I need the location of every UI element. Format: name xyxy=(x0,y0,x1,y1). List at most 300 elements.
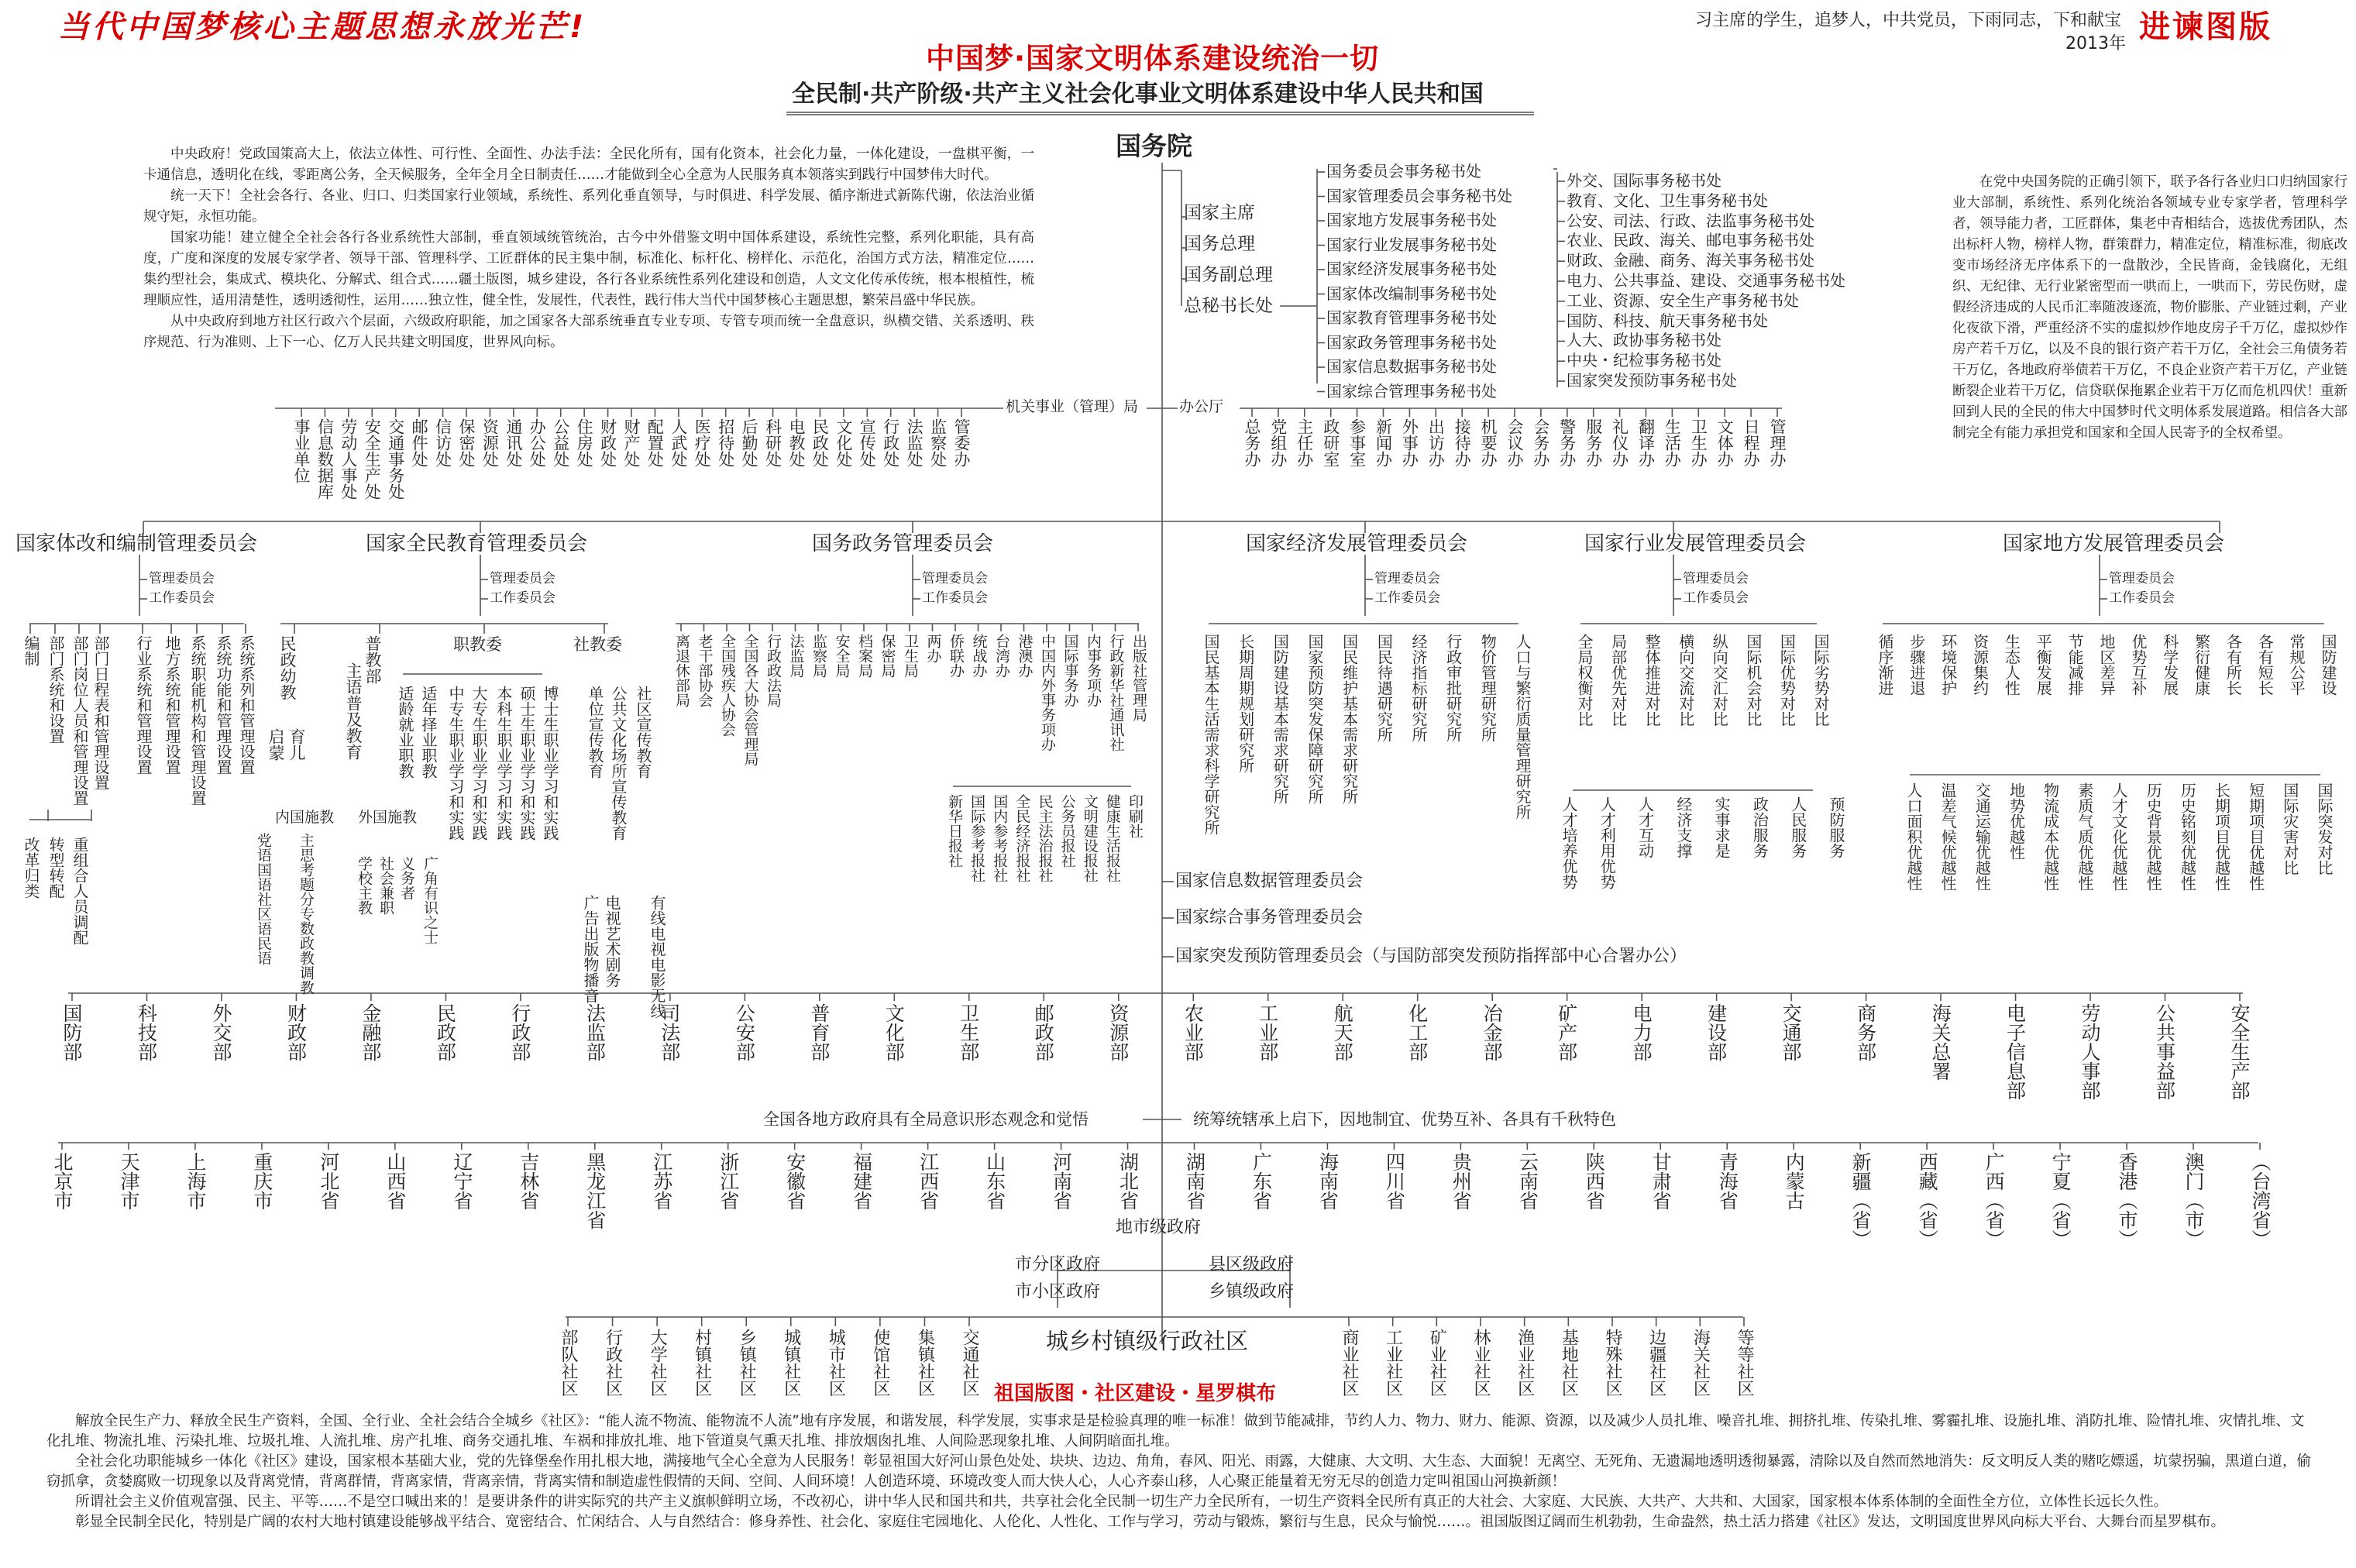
ministry-item: 农业部 xyxy=(1181,1003,1205,1061)
top-right-text-block xyxy=(1952,172,2347,444)
province-item: 福建省 xyxy=(850,1152,873,1210)
secretariat-right-item: 农业、民政、海关、邮电事务秘书处 xyxy=(1567,231,1814,250)
industry-item: 整体推进对比 xyxy=(1642,634,1662,727)
jiguan-item: 安全生产处 xyxy=(363,418,382,500)
community-right-item: 特殊社区 xyxy=(1603,1329,1622,1397)
tigai-item: 地方系统和管理设置 xyxy=(163,635,181,775)
province-item: 甘肃省 xyxy=(1649,1152,1673,1210)
bangongting-item: 卫生办 xyxy=(1689,418,1708,467)
jiguan-item: 保密处 xyxy=(457,418,476,467)
province-item: 云南省 xyxy=(1516,1152,1539,1210)
local-item: 优势互补 xyxy=(2128,634,2148,696)
ministry-item: 卫生部 xyxy=(957,1003,980,1061)
leader-secretary-general: 总秘书长处 xyxy=(1184,296,1273,316)
industry-item: 国际优势对比 xyxy=(1777,634,1797,727)
secretariat-right-item: 国防、科技、航天事务秘书处 xyxy=(1567,311,1768,330)
committee-title: 国家体改和编制管理委员会 xyxy=(15,532,258,555)
footer-text-block xyxy=(46,1412,2316,1532)
main-subtitle: 全民制·共产阶级·共产主义社会化事业文明体系建设中华人民共和国 xyxy=(792,81,1484,108)
community-left-item: 村镇社区 xyxy=(692,1329,712,1397)
ministry-item: 司法部 xyxy=(658,1003,681,1061)
committee-mgr-label: 管理委员会 xyxy=(1683,571,1749,586)
tigai-item: 行业系统和管理设置 xyxy=(134,635,153,775)
province-item: 重庆市 xyxy=(250,1152,273,1210)
community-left-item: 部队社区 xyxy=(559,1329,578,1397)
local-sub-item: 人才文化优越性 xyxy=(2110,782,2128,891)
industry-item: 国际劣势对比 xyxy=(1811,634,1830,727)
header-author: 习主席的学生，追梦人，中共党员，下雨同志，下和献宝 xyxy=(1695,11,2122,30)
community-left-item: 城镇社区 xyxy=(781,1329,801,1397)
edu-shejiao-sub-item: 广告出版物播音 xyxy=(581,895,600,1003)
local-sub-item: 交通运输优越性 xyxy=(1973,782,1992,891)
jiguan-item: 通讯处 xyxy=(504,418,523,467)
gov-item: 行政新华社通讯社 xyxy=(1107,634,1125,751)
community-right-item: 基地社区 xyxy=(1559,1329,1579,1397)
bangongting-item: 总务办 xyxy=(1243,418,1261,467)
gov-media-item: 印刷社 xyxy=(1126,794,1144,838)
secretariat-item: 国务委员会事务秘书处 xyxy=(1326,162,1481,181)
province-item: 宁夏︵省︶ xyxy=(2049,1152,2072,1249)
industry-item: 局部优先对比 xyxy=(1608,634,1628,727)
ministry-item: 民政部 xyxy=(434,1003,457,1061)
edu-shejiao-item: 社区宣传教育 xyxy=(634,686,652,779)
bangongting-item: 礼仪办 xyxy=(1610,418,1629,467)
gov-media-item: 公务员报社 xyxy=(1058,794,1076,868)
community-right-item: 商业社区 xyxy=(1340,1329,1359,1397)
province-item: 澳门︵市︶ xyxy=(2182,1152,2206,1249)
bangongting-item: 外事办 xyxy=(1400,418,1419,467)
province-item: 北京市 xyxy=(51,1152,74,1210)
province-item: 安徽省 xyxy=(783,1152,807,1210)
local-sub-item: 温差气候优越性 xyxy=(1938,782,1958,891)
province-item: 香港︵市︶ xyxy=(2116,1152,2139,1249)
province-item: 西藏︵省︶ xyxy=(1916,1152,1939,1249)
secretariat-right-item: 外交、国际事务秘书处 xyxy=(1567,171,1721,190)
top-left-paragraph: 中央政府！党政国策高大上，依法立体性、可行性、全面性、办法手法：全民化所有，国有化资本，社会化力量，一体化建设，一盘棋平衡，一卡通信息，透明化在线，零距离公务，全天候服务，全年全月全日制责任……才能做到全心全意为人民服务真本领落实到践行中国梦伟大时代。 xyxy=(143,146,1034,183)
secretariat-right-item: 中央・纪检事务秘书处 xyxy=(1567,351,1721,370)
footer-paragraph: 所谓社会主义价值观富强、民主、平等……不是空口喊出来的！是要讲条件的讲实际究的共产主义旗帜鲜明立场，不改初心，讲中华人民和国共和共，共享社会化全民制一切生产力全民所有，一切生产资料全民所有真正的大社会、大家庭、大民族、大共产、大共和、大国家，国家根本体系体制的全面性全方位，立体性长远长久性。 xyxy=(75,1494,2169,1510)
header-edition: 进谏图版 xyxy=(2139,9,2272,45)
bangongting-item: 文体办 xyxy=(1715,418,1735,467)
gov-item: 行政政法局 xyxy=(765,634,782,707)
gov-media-item: 国际参考报社 xyxy=(968,794,986,882)
edu-minzheng-item: 育儿 xyxy=(287,728,306,761)
province-item: 四川省 xyxy=(1383,1152,1406,1210)
ministry-item: 普育部 xyxy=(807,1003,831,1061)
jiguan-item: 资源处 xyxy=(480,418,500,467)
local-banner-right: 统筹统辖承上启下，因地制宜、优势互补、各具有千秋特色 xyxy=(1193,1110,1616,1129)
bangongting-item: 接待办 xyxy=(1453,418,1472,467)
jiguan-item: 交通事务处 xyxy=(386,418,405,500)
gov-media-item: 国内参考报社 xyxy=(991,794,1009,882)
jiguan-item: 管委办 xyxy=(952,418,971,467)
province-item: 江西省 xyxy=(917,1152,940,1210)
gov-item: 老干部协会 xyxy=(696,634,714,707)
ministry-item: 金融部 xyxy=(359,1003,382,1061)
bangongting-item: 政研室 xyxy=(1321,418,1340,467)
local-item: 常规公平 xyxy=(2287,634,2306,696)
industry-item: 全局权衡对比 xyxy=(1575,634,1594,727)
gov-media-item: 全民经济报社 xyxy=(1013,794,1031,882)
committee-mgr-label: 管理委员会 xyxy=(2109,571,2175,586)
district-right-item: 县区级政府 xyxy=(1209,1255,1295,1274)
secretariat-item: 国家信息数据事务秘书处 xyxy=(1326,357,1497,376)
province-item: 江苏省 xyxy=(650,1152,673,1210)
econ-item: 国防建设基本需求研究所 xyxy=(1271,634,1290,804)
ministry-item: 商务部 xyxy=(1854,1003,1877,1061)
industry-sub-item: 人才利用优势 xyxy=(1598,796,1617,889)
edu-shejiao-sub-item: 电视艺术剧务 xyxy=(603,895,621,988)
header-slogan: 当代中国梦核心主题思想永放光芒! xyxy=(58,9,587,45)
ministry-item: 化工部 xyxy=(1405,1003,1429,1061)
local-item: 循序渐进 xyxy=(1876,634,1894,696)
industry-item: 纵向交汇对比 xyxy=(1710,634,1729,727)
jiguan-item: 财产处 xyxy=(622,418,641,467)
edu-zhijiao-item: 中专生职业学习和实践 xyxy=(446,686,465,841)
local-item: 各有所长 xyxy=(2224,634,2243,696)
community-right-item: 边疆社区 xyxy=(1646,1329,1666,1397)
econ-item: 经济指标研究所 xyxy=(1409,634,1428,742)
province-item: 海南省 xyxy=(1316,1152,1340,1210)
province-item: 上海市 xyxy=(184,1152,207,1210)
committee-title: 国务政务管理委员会 xyxy=(812,532,994,555)
econ-item: 国家预防突发保障研究所 xyxy=(1305,634,1324,804)
edu-neiguo-item: 主思考题分专数政教调教 xyxy=(298,833,315,995)
gov-item: 保密局 xyxy=(879,634,896,678)
gov-item: 全国各大协会管理局 xyxy=(741,634,759,766)
jiguan-item: 劳动人事处 xyxy=(339,418,358,500)
bangongting-item: 机要办 xyxy=(1479,418,1498,467)
ministry-item: 外交部 xyxy=(209,1003,232,1061)
committee-extra: 国家信息数据管理委员会 xyxy=(1175,872,1364,891)
jiguan-item: 文化处 xyxy=(834,418,853,467)
tigai-item: 系统系列和管理设置 xyxy=(237,635,256,775)
gov-item: 出版社管理局 xyxy=(1130,634,1147,722)
province-item: 河南省 xyxy=(1050,1152,1073,1210)
tigai-item: 编制 xyxy=(22,635,40,666)
econ-item: 国民待遇研究所 xyxy=(1374,634,1394,742)
committee-work-label: 工作委员会 xyxy=(922,590,988,606)
committee-work-label: 工作委员会 xyxy=(149,590,215,606)
gov-item: 法监局 xyxy=(787,634,805,678)
secretariat-right-item: 电力、公共事益、建设、交通事务秘书处 xyxy=(1567,271,1845,290)
tigai-item: 系统职能机构和管理设置 xyxy=(188,635,207,806)
econ-item: 国民维护基本需求研究所 xyxy=(1340,634,1359,804)
secretariat-right-item: 公安、司法、行政、法监事务秘书处 xyxy=(1567,211,1814,230)
province-item: 广东省 xyxy=(1250,1152,1273,1210)
community-right-item: 海关社区 xyxy=(1690,1329,1711,1397)
community-left-item: 交通社区 xyxy=(960,1329,979,1397)
tigai-sub-item: 改革归类 xyxy=(22,837,40,899)
ministry-item: 法监部 xyxy=(583,1003,607,1061)
econ-item: 人口与繁衍质量管理研究所 xyxy=(1513,634,1532,820)
secretariat-item: 国家经济发展事务秘书处 xyxy=(1326,260,1497,278)
ministry-item: 行政部 xyxy=(508,1003,531,1061)
edu-neiguo-item: 党语国语社区语民语 xyxy=(255,833,272,965)
province-item: 山西省 xyxy=(383,1152,407,1210)
local-sub-item: 历史背景优越性 xyxy=(2144,782,2163,891)
local-sub-item: 短期项目优越性 xyxy=(2246,782,2265,891)
local-item: 资源集约 xyxy=(1970,634,1990,696)
district-left-item: 市小区政府 xyxy=(1015,1282,1101,1302)
gov-item: 档案局 xyxy=(856,634,873,678)
committee-mgr-label: 管理委员会 xyxy=(922,571,988,586)
footer-title: 祖国版图・社区建设・星罗棋布 xyxy=(994,1382,1277,1405)
leader-president: 国家主席 xyxy=(1184,203,1255,223)
jiguan-item: 住房处 xyxy=(575,418,594,467)
gov-item: 离退休部局 xyxy=(673,634,690,707)
jiguan-item: 法监处 xyxy=(905,418,924,467)
top-left-text-block xyxy=(143,144,1034,353)
footer-paragraph: 解放全民生产力、释放全民生产资料，全国、全行业、全社会结合全城乡《社区》：“能人流不物流、能物流不人流”地有序发展，和谐发展，科学发展，实事求是是检验真理的唯一标准！做到节能减排，节约人力、物力、财力、能源、资源，以及减少人员扎堆、噪音扎堆、拥挤扎堆、传染扎堆、雾霾扎堆、设施扎堆、消防扎堆、险情扎堆、灾情扎堆、文化扎堆、物流扎堆、污染扎堆、垃圾扎堆、人流扎堆、房产扎堆、商务交通扎堆、车祸和排放扎堆、地下管道臭气熏天扎堆、排放烟囱扎堆、人间险恶现象扎堆、人间阴暗面扎堆。 xyxy=(46,1413,2305,1449)
committee-title: 国家全民教育管理委员会 xyxy=(366,532,588,555)
footer-paragraph: 全社会化功职能城乡一体化《社区》建设，国家根本基础大业，党的先锋堡垒作用扎根大地，满接地气全心全意为人民服务！彰显祖国大好河山景色处处、块块、边边、角角，春风、阳光、雨露，大健康、大文明、大生态、大面貌！无离空、无死角、无遗漏地透明透彻暴露，清除以及自然而然地消失：反文明反人类的赌吃嫖遥，坑蒙拐骗，黑道白道，偷窃抓拿，贪婪腐败一切现象以及背离党情，背离群情，背离家情，背离亲情，背离实情和制造虚性假情的天间、空间、人间环境！人创造环境、环境改变人而大快人心，人心齐泰山移，人心聚正能量着无穷无尽的创造力定叫祖国山河换新颜！ xyxy=(46,1453,2312,1490)
footer-paragraph: 彰显全民制全民化，特别是广阔的农村大地村镇建设能够战平结合、宽密结合、忙闲结合、人与自然结合：修身养性、社会化、家庭住宅园地化、人伦化、人性化、工作与学习，劳动与锻炼，繁衍与生息，民众与愉悦……。祖国版图辽阔而生机勃勃，生命盎然，热土活力搭建《社区》发达，文明国度世界风向标大平台、大舞台而星罗棋布。 xyxy=(75,1514,2226,1530)
province-item: 广西︵省︶ xyxy=(1983,1152,2006,1249)
secretariat-item: 国家体改编制事务秘书处 xyxy=(1326,284,1497,303)
committee-work-label: 工作委员会 xyxy=(2109,590,2175,606)
edu-shejiao-sub-item: 有线电视电影无线 xyxy=(648,895,666,1019)
edu-zhijiao-item: 适龄就业职教 xyxy=(396,686,414,779)
bangongting-item: 生活办 xyxy=(1663,418,1682,467)
local-item: 国防建设 xyxy=(2319,634,2337,696)
jiguan-item: 招待处 xyxy=(716,418,735,467)
gov-item: 港澳办 xyxy=(1016,634,1034,678)
edu-zhijiao-item: 本科生职业学习和实践 xyxy=(494,686,513,841)
jiguan-item: 宣传处 xyxy=(858,418,877,467)
gov-media-item: 健康生活报社 xyxy=(1103,794,1121,882)
ministry-item: 工业部 xyxy=(1256,1003,1279,1061)
edu-neiguo-label: 内国施教 xyxy=(275,809,335,826)
jiguan-item: 邮件处 xyxy=(410,418,429,467)
tigai-item: 部门系统和设置 xyxy=(46,635,65,744)
jiguan-item: 电教处 xyxy=(787,418,806,467)
local-item: 各有短长 xyxy=(2255,634,2275,696)
secretariat-item: 国家综合管理事务秘书处 xyxy=(1326,381,1497,401)
committee-work-label: 工作委员会 xyxy=(1374,590,1440,606)
econ-item: 物价管理研究所 xyxy=(1478,634,1498,742)
gov-item: 台湾办 xyxy=(993,634,1010,678)
committee-work-label: 工作委员会 xyxy=(1683,590,1749,606)
ministry-item: 安全生产部 xyxy=(2228,1003,2251,1100)
district-left-item: 市分区政府 xyxy=(1015,1255,1101,1274)
edu-waiguo-item: 义务者 xyxy=(398,856,415,900)
community-left-item: 乡镇社区 xyxy=(737,1329,757,1397)
jiguan-item: 配置处 xyxy=(645,418,665,467)
jiguan-item: 后勤处 xyxy=(740,418,759,467)
village-title: 城乡村镇级行政社区 xyxy=(1046,1328,1249,1354)
industry-sub-item: 政治服务 xyxy=(1750,796,1770,858)
edu-zhijiao-item: 适年择业职教 xyxy=(419,686,438,779)
main-title: 中国梦·国家文明体系建设统治一切 xyxy=(926,42,1380,75)
gov-item: 统战办 xyxy=(970,634,988,678)
gov-media-item: 文明建设报社 xyxy=(1081,794,1099,882)
secretariat-item: 国家地方发展事务秘书处 xyxy=(1326,211,1497,229)
bangongting-item: 会议办 xyxy=(1505,418,1524,467)
tigai-sub-item: 重组合人员调配 xyxy=(71,837,89,945)
industry-sub-item: 实事求是 xyxy=(1712,796,1732,858)
top-left-paragraph: 统一天下！全社会各行、各业、归口、归类国家行业领域，系统性、系列化垂直领导，与时俱进、科学发展、循序渐进式新陈代谢，依法治业循规守矩，永恒功能。 xyxy=(143,188,1034,225)
bangongting-item: 主任办 xyxy=(1295,418,1314,467)
top-left-paragraph: 从中央政府到地方社区行政六个层面，六级政府职能，加之国家各大部系统垂直专业专项、专管专项而统一全盘意识，纵横交错、关系透明、秩序规范、行为准则、上下一心、亿万人民共建文明国度，世界风向标。 xyxy=(143,314,1034,350)
edu-waiguo-item: 广角有识之士 xyxy=(421,856,439,944)
tigai-item: 部门岗位人员和管理设置 xyxy=(71,635,89,806)
committee-extra: 国家突发预防管理委员会（与国防部突发预防指挥部中心合署办公） xyxy=(1175,947,1687,966)
top-right-paragraph: 在党中央国务院的正确引领下，联予各行各业归口归纳国家行业大部制，系统性、系列化统治各领域专业专家学者，管理科学者，领导能力者，工匠群体，集老中青相结合，选拔优秀团队，杰出标杆人物，榜样人物，群策群力，精准定位，精准标准，彻底改变市场经济无序体系下的一盘散沙，全民皆商，金钱腐化，无组织、无纪律、无行业紧密型而一哄而上，一哄而下，劳民伤财，虚假经济违成的人民币汇率随波逐流，物价膨胀、产业链过剩，产业化夜欲下滑，严重经济不实的虚拟炒作地皮房子千万亿，虚拟炒作房产若千万亿，以及不良的银行资产若干万亿，全社会三角债务若干万亿，各地政府举债若干万亿，不良企业资产若干万亿，产业链断裂企业若干万亿，信贷联保拖累企业若干万亿而危机四伏！重新回到人民的全民的伟大中国梦时代文明体系发展道路。相信各大部制完全有能力承担党和国家和全国人民寄予的全权希望。 xyxy=(1952,174,2347,441)
secretariat-item: 国家行业发展事务秘书处 xyxy=(1326,235,1497,254)
local-item: 地区差异 xyxy=(2097,634,2116,696)
industry-item: 横向交流对比 xyxy=(1676,634,1695,727)
ministry-item: 资源部 xyxy=(1106,1003,1130,1061)
industry-sub-item: 人才培养优势 xyxy=(1560,796,1578,889)
secretariat-item: 国家管理委员会事务秘书处 xyxy=(1326,186,1512,205)
ministry-item: 海关总署 xyxy=(1929,1003,1952,1081)
jiguan-item: 科研处 xyxy=(763,418,782,467)
econ-item: 长期周期规划研究所 xyxy=(1236,634,1255,773)
community-left-item: 大学社区 xyxy=(648,1329,668,1397)
gov-media-item: 新华日报社 xyxy=(946,794,963,868)
district-right-item: 乡镇级政府 xyxy=(1209,1282,1295,1302)
community-left-item: 城市社区 xyxy=(826,1329,846,1397)
province-item: 浙江省 xyxy=(717,1152,740,1210)
edu-pujiao-main: 主语普及教育 xyxy=(344,662,363,760)
ministry-item: 文化部 xyxy=(882,1003,906,1061)
committee-mgr-label: 管理委员会 xyxy=(1374,571,1440,586)
header-year: 2013年 xyxy=(2065,34,2126,53)
econ-item: 行政审批研究所 xyxy=(1443,634,1463,742)
ministry-item: 国防部 xyxy=(60,1003,83,1061)
community-right-item: 工业社区 xyxy=(1383,1329,1403,1397)
province-item: 湖南省 xyxy=(1183,1152,1206,1210)
edu-shejiao-item: 公共文化场所宣传教育 xyxy=(609,686,628,841)
ministry-item: 科技部 xyxy=(135,1003,158,1061)
community-left-item: 行政社区 xyxy=(603,1329,623,1397)
province-item: 湖北省 xyxy=(1116,1152,1140,1210)
jiguan-item: 医疗处 xyxy=(693,418,712,467)
jiguan-label: 机关事业（管理）局 xyxy=(1006,398,1139,415)
province-item: 山东省 xyxy=(983,1152,1006,1210)
gov-item: 全国残疾人协会 xyxy=(719,634,736,737)
leader-premier: 国务总理 xyxy=(1184,234,1255,254)
local-sub-item: 物流成本优越性 xyxy=(2041,782,2060,891)
bangongting-item: 警务办 xyxy=(1557,418,1577,467)
province-item: ︵台湾省︶ xyxy=(2249,1152,2272,1249)
bangongting-item: 出访办 xyxy=(1426,418,1446,467)
jiguan-item: 公益处 xyxy=(551,418,570,467)
secretariat-right-item: 国家突发预防事务秘书处 xyxy=(1567,371,1737,390)
province-item: 青海省 xyxy=(1716,1152,1739,1210)
province-item: 河北省 xyxy=(317,1152,340,1210)
secretariat-item: 国家政务管理事务秘书处 xyxy=(1326,332,1497,352)
edu-waiguo-item: 社会兼职 xyxy=(377,856,394,915)
province-item: 辽宁省 xyxy=(450,1152,473,1210)
state-council-title: 国务院 xyxy=(1116,131,1192,161)
jiguan-item: 人武处 xyxy=(669,418,688,467)
community-left-item: 使馆社区 xyxy=(870,1329,890,1397)
community-right-item: 渔业社区 xyxy=(1515,1329,1535,1397)
gov-item: 侨联办 xyxy=(948,634,965,678)
ministry-item: 建设部 xyxy=(1704,1003,1728,1061)
jiguan-item: 财政处 xyxy=(598,418,617,467)
province-item: 天津市 xyxy=(117,1152,140,1210)
local-sub-item: 地势优越性 xyxy=(2007,782,2026,860)
secretariat-item: 国家教育管理事务秘书处 xyxy=(1326,308,1497,327)
province-item: 陕西省 xyxy=(1583,1152,1606,1210)
bangongting-item: 管理办 xyxy=(1768,418,1787,467)
ministry-item: 财政部 xyxy=(284,1003,308,1061)
edu-zhijiao-item: 大专生职业学习和实践 xyxy=(469,686,488,841)
local-item: 环境保护 xyxy=(1938,634,1958,696)
committee-title: 国家地方发展管理委员会 xyxy=(2003,532,2225,555)
industry-sub-item: 经济支撑 xyxy=(1673,796,1693,858)
committee-work-label: 工作委员会 xyxy=(490,590,555,606)
secretariat-right-item: 教育、文化、卫生事务秘书处 xyxy=(1567,191,1768,210)
province-item: 吉林省 xyxy=(517,1152,540,1210)
bangongting-item: 服务办 xyxy=(1584,418,1603,467)
local-item: 繁衍健康 xyxy=(2192,634,2211,696)
industry-item: 国际机会对比 xyxy=(1743,634,1763,727)
jiguan-item: 事业单位 xyxy=(292,418,311,483)
ministry-item: 电子信息部 xyxy=(2003,1003,2027,1100)
local-item: 步骤进退 xyxy=(1907,634,1926,696)
committee-title: 国家行业发展管理委员会 xyxy=(1584,532,1807,555)
ministry-item: 公安部 xyxy=(733,1003,756,1061)
jiguan-item: 监察处 xyxy=(928,418,948,467)
industry-sub-item: 人民服务 xyxy=(1788,796,1807,858)
edu-waiguo-label: 外国施教 xyxy=(358,809,418,826)
bangongting-item: 党组办 xyxy=(1268,418,1288,467)
secretariat-right-item: 工业、资源、安全生产事务秘书处 xyxy=(1567,291,1799,310)
edu-zhijiao-item: 硕士生职业学习和实践 xyxy=(518,686,536,841)
jiguan-item: 信访处 xyxy=(433,418,452,467)
tigai-sub-item: 转型转配 xyxy=(46,837,65,899)
province-item: 内蒙古 xyxy=(1783,1152,1806,1210)
local-sub-item: 国际灾害对比 xyxy=(2280,782,2299,875)
edu-minzheng-item: 启蒙 xyxy=(267,728,285,761)
jiguan-item: 民政处 xyxy=(810,418,830,467)
committee-title: 国家经济发展管理委员会 xyxy=(1246,532,1468,555)
edu-group-title: 社教委 xyxy=(573,635,622,654)
top-left-paragraph: 国家功能！建立健全全社会各行各业系统性大部制，垂直领域统管统治，古今中外借鉴文明中国体系建设，系统性完整，系列化职能，具有高度，广度和深度的发展专家学者、领导干部、管理科学、工匠群体的民主集中制，标准化、标杆化、榜样化、示范化，治国方式方法，精准定位……集约型社会，集成式、模块化、分解式、组合式……疆土版图，城乡建设，各行各业系统性系列化建设和创造，人文文化传承传统，根本根植性，梳理顺应性，适用清楚性，透明透彻性，运用……独立性，健全性，发展性，代表性，践行伟大当代中国梦核心主题思想，繁荣昌盛中华民族。 xyxy=(143,230,1034,308)
local-sub-item: 长期项目优越性 xyxy=(2212,782,2231,891)
ministry-item: 冶金部 xyxy=(1481,1003,1504,1061)
gov-item: 安全局 xyxy=(833,634,851,678)
community-right-item: 矿业社区 xyxy=(1427,1329,1447,1397)
gov-item: 中国内外事务项办 xyxy=(1039,634,1056,751)
edu-group-title: 职教委 xyxy=(453,635,502,654)
gov-item: 内事务项办 xyxy=(1085,634,1102,707)
bangongting-item: 会务办 xyxy=(1531,418,1550,467)
edu-group-title: 民政幼教 xyxy=(278,635,297,700)
ministry-item: 电力部 xyxy=(1630,1003,1653,1061)
edu-zhijiao-item: 博士生职业学习和实践 xyxy=(541,686,559,841)
local-sub-item: 人口面积优越性 xyxy=(1904,782,1923,891)
edu-shejiao-item: 单位宣传教育 xyxy=(586,686,604,779)
bangongting-item: 翻译办 xyxy=(1636,418,1656,467)
leader-vice-premier: 国务副总理 xyxy=(1184,265,1273,285)
bangongting-item: 参事室 xyxy=(1347,418,1367,467)
edu-group-title: 普教部 xyxy=(363,635,382,684)
local-item: 节能减排 xyxy=(2065,634,2085,696)
tigai-item: 部门日程表和管理设置 xyxy=(91,635,110,790)
local-item: 平衡发展 xyxy=(2034,634,2053,696)
ministry-item: 邮政部 xyxy=(1032,1003,1055,1061)
gov-item: 国际事务办 xyxy=(1061,634,1079,707)
ministry-item: 劳动人事部 xyxy=(2079,1003,2102,1100)
ministry-item: 矿产部 xyxy=(1555,1003,1578,1061)
industry-sub-item: 预防服务 xyxy=(1827,796,1845,858)
city-gov-label: 地市级政府 xyxy=(1116,1218,1202,1237)
